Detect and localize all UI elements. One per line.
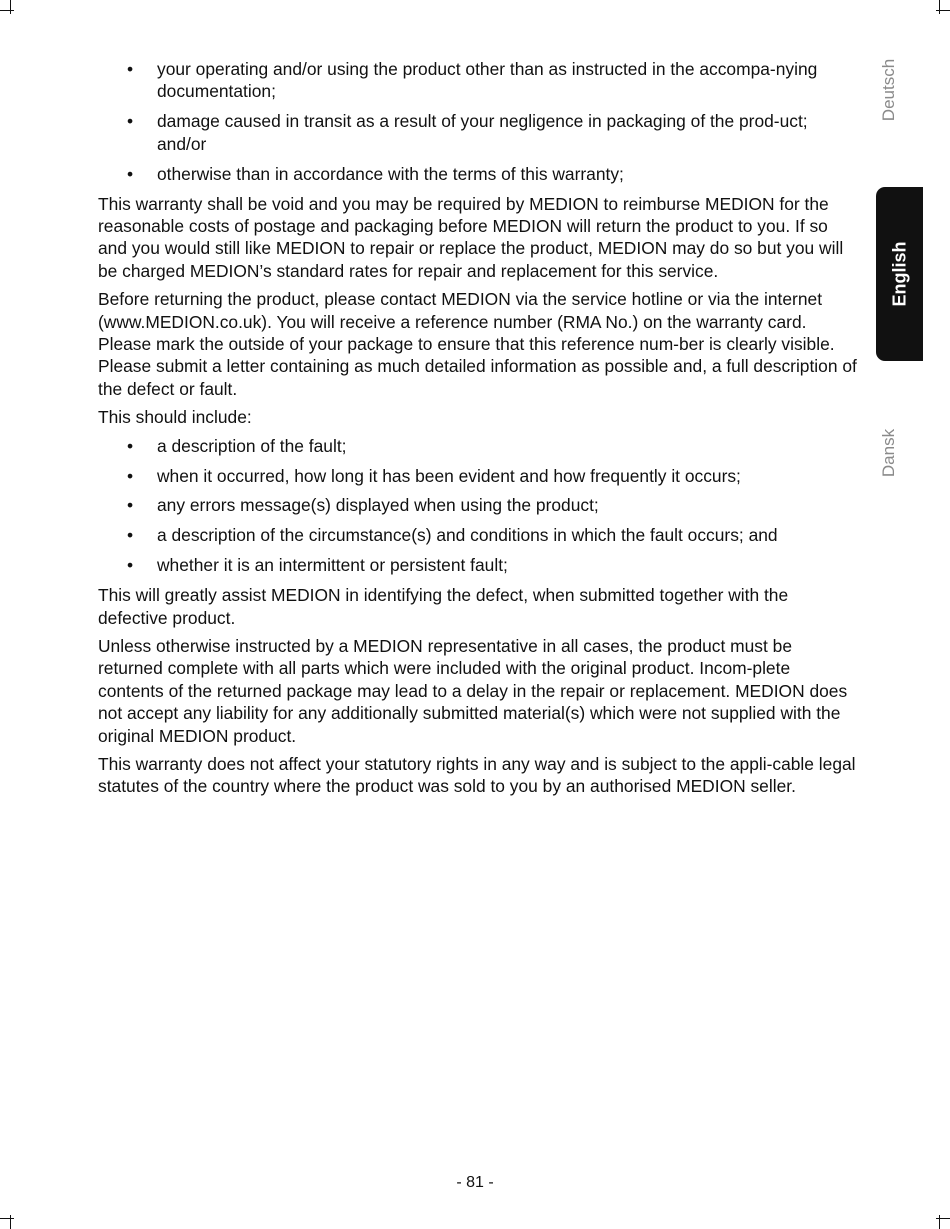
bullet-icon: • bbox=[127, 111, 134, 132]
bullet-icon: • bbox=[127, 163, 134, 184]
list-item-text: a description of the fault; bbox=[157, 435, 347, 456]
list-item-text: any errors message(s) displayed when using the product; bbox=[157, 495, 599, 516]
paragraph-unless: Unless otherwise instructed by a MEDION representative in all cases, the product must be returned complete with all parts which were included with the original product. Incom-plete contents of the returned package may lead to a delay in the repair or replacement. MEDION does not accept any liability for any additionally submitted material(s) which were not supplied with the original MEDION product. bbox=[98, 635, 848, 746]
paragraph-should-include: This should include: bbox=[98, 407, 252, 428]
list-item-text: whether it is an intermittent or persistent fault; bbox=[157, 555, 508, 576]
tab-deutsch[interactable]: Deutsch bbox=[879, 58, 898, 122]
bullet-icon: • bbox=[127, 495, 134, 516]
list-item-text: damage caused in transit as a result of your negligence in packaging of the prod-uct; and/or bbox=[157, 111, 808, 154]
crop-mark-top-right-v bbox=[939, 0, 940, 14]
list-item bbox=[98, 554, 858, 576]
crop-mark-top-left-h bbox=[0, 10, 14, 11]
paragraph-void-warranty: This warranty shall be void and you may be required by MEDION to reimburse MEDION for the reasonable costs of postage and packaging before MEDION will return the product to you. If so and you would still like MEDION to repair or replace the product, MEDION may do so but you will be charged MEDION’s standard rates for repair and replacement for this service. bbox=[98, 193, 844, 281]
crop-mark-bottom-right-v bbox=[939, 1215, 940, 1229]
bullet-icon: • bbox=[127, 465, 134, 486]
list-item bbox=[98, 58, 858, 103]
bullet-list-include bbox=[98, 435, 858, 577]
list-item bbox=[98, 524, 858, 546]
page-number: - 81 - bbox=[456, 1174, 494, 1191]
list-item bbox=[98, 494, 858, 516]
list-item-text: otherwise than in accordance with the terms of this warranty; bbox=[157, 163, 624, 184]
bullet-icon: • bbox=[127, 435, 134, 456]
document-body bbox=[98, 58, 858, 804]
paragraph-assist: This will greatly assist MEDION in identifying the defect, when submitted together with the defective product. bbox=[98, 585, 789, 628]
tab-dansk[interactable]: Dansk bbox=[879, 428, 898, 478]
list-item-text: when it occurred, how long it has been evident and how frequently it occurs; bbox=[157, 465, 741, 486]
bullet-icon: • bbox=[127, 59, 134, 79]
list-item-text: a description of the circumstance(s) and conditions in which the fault occurs; and bbox=[157, 525, 778, 546]
list-item bbox=[98, 110, 858, 155]
crop-mark-bottom-left-h bbox=[0, 1218, 14, 1219]
bullet-list-exclusions bbox=[98, 58, 858, 185]
tab-english-active[interactable] bbox=[876, 187, 923, 361]
crop-mark-top-left-v bbox=[10, 0, 11, 14]
paragraph-statutory: This warranty does not affect your statutory rights in any way and is subject to the appli-cable legal statutes of the country where the product was sold to you by an authorised MEDION seller. bbox=[98, 753, 856, 797]
crop-mark-bottom-left-v bbox=[10, 1215, 11, 1229]
bullet-icon: • bbox=[127, 525, 134, 546]
list-item bbox=[98, 435, 858, 457]
tab-english-label: English bbox=[889, 241, 909, 307]
list-item bbox=[98, 163, 858, 185]
bullet-icon: • bbox=[127, 555, 134, 576]
paragraph-before-returning: Before returning the product, please contact MEDION via the service hotline or via the internet (www.MEDION.co.uk). You will receive a reference number (RMA No.) on the warranty card. Please mark the outside of your package to ensure that this reference num-ber is clearly visible. Please submit a letter containing as much detailed information as possible and, a full description of the defect or fault. bbox=[98, 289, 857, 399]
list-item bbox=[98, 465, 858, 487]
list-item-text: your operating and/or using the product other than as instructed in the accompa-nying documentation; bbox=[157, 59, 818, 102]
